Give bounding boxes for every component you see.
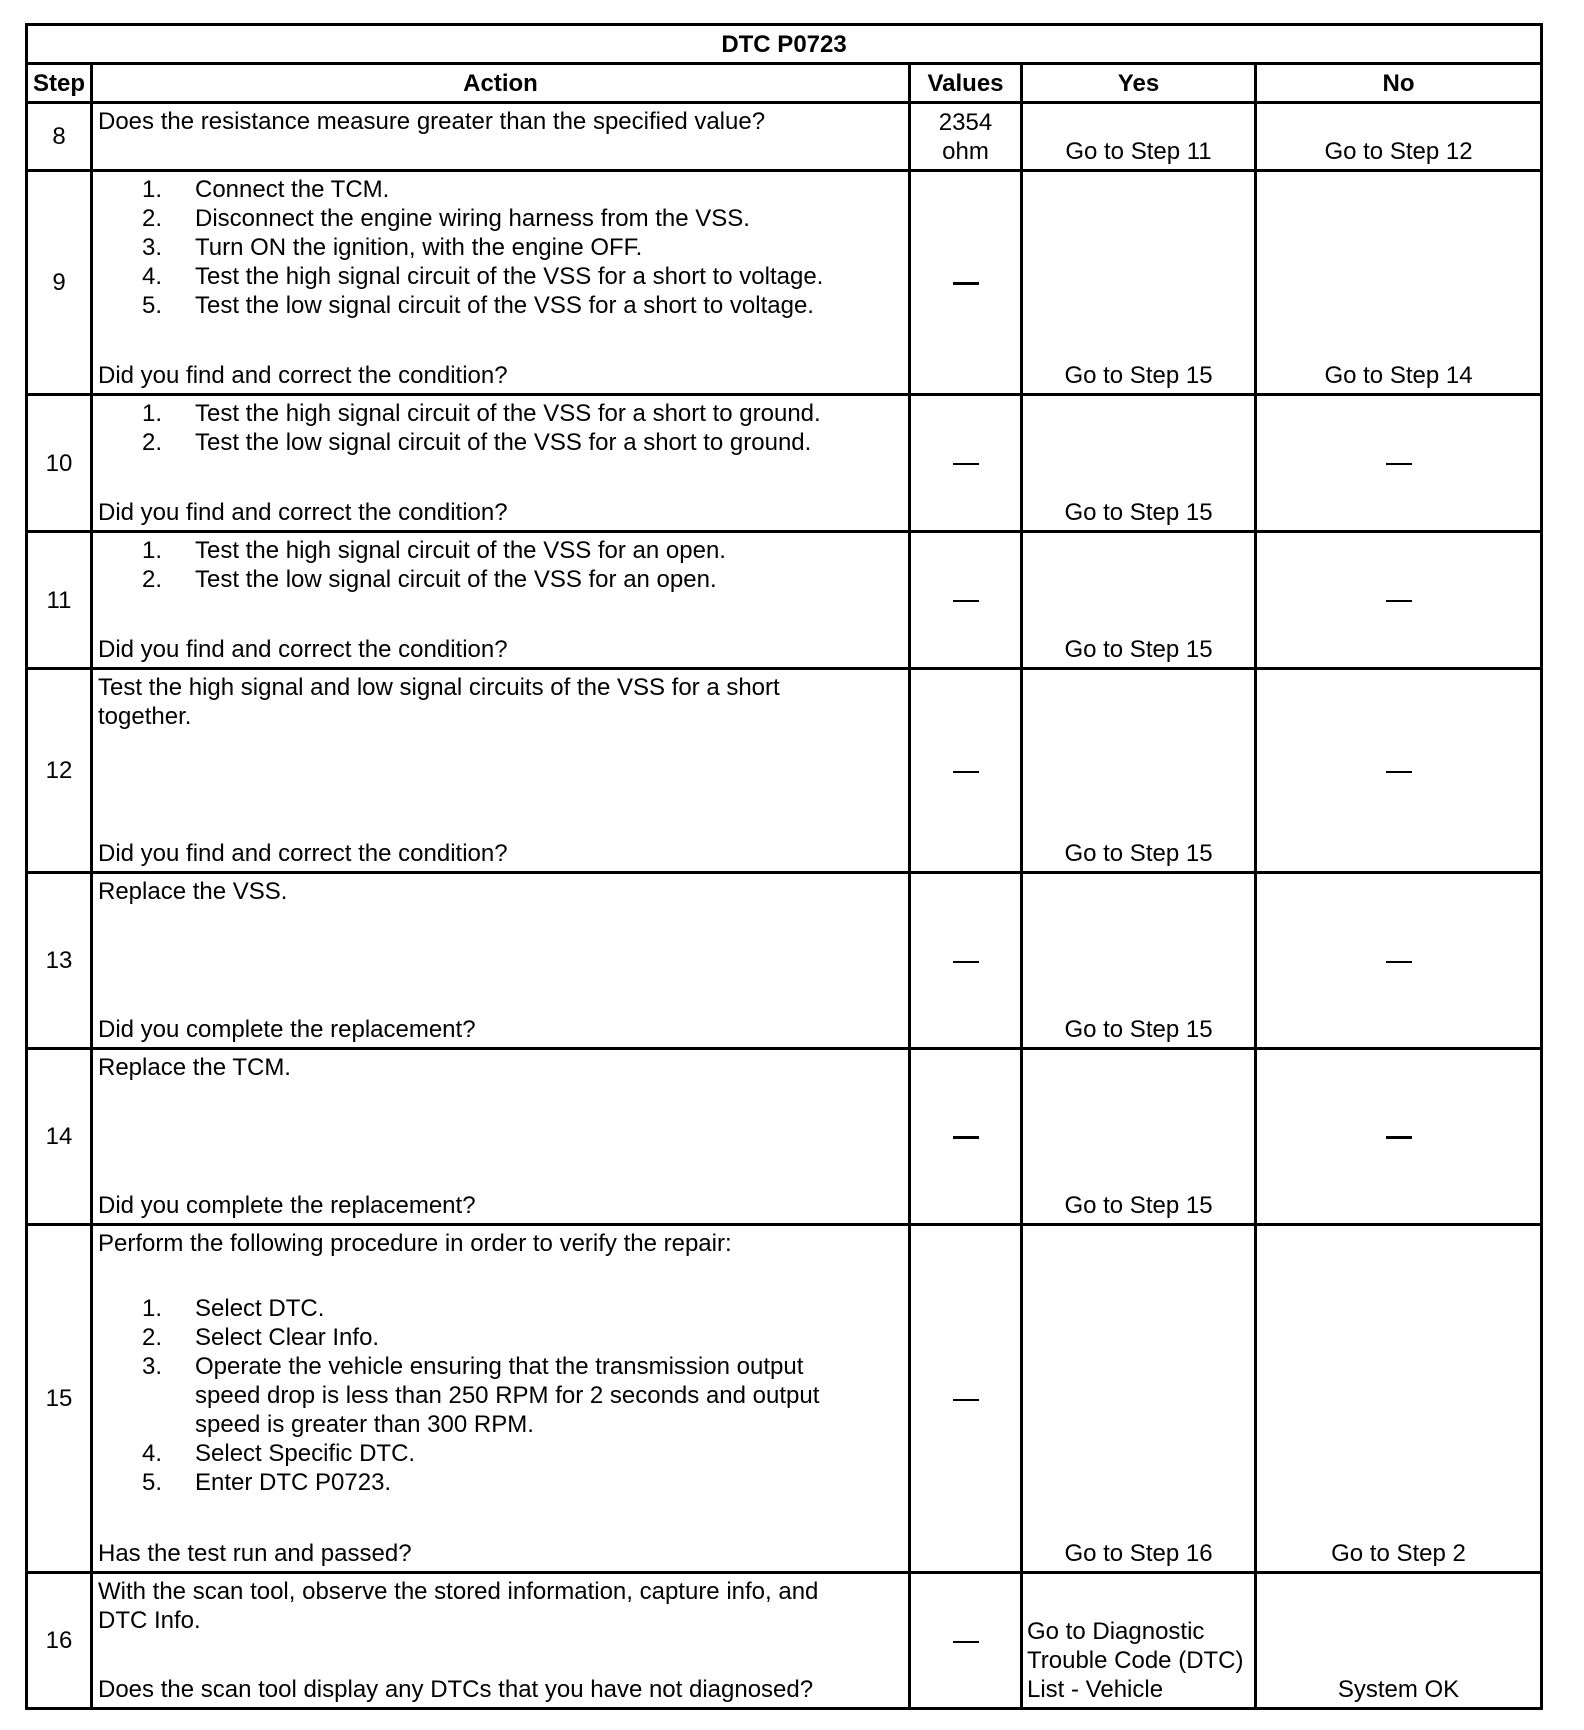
- no-cell: System OK: [1256, 1573, 1542, 1709]
- dash-icon: [1386, 771, 1412, 773]
- action-text: With the scan tool, observe the stored information, capture info, and DTC Info.: [98, 1578, 819, 1634]
- no-cell: Go to Step 12: [1256, 103, 1542, 171]
- procedure-list: [98, 399, 902, 457]
- action-text: Replace the TCM.: [98, 1054, 291, 1081]
- step-number: 16: [27, 1573, 92, 1709]
- action-cell: [92, 532, 910, 669]
- step-number: 14: [27, 1049, 92, 1225]
- no-cell: [1256, 873, 1542, 1049]
- value-unit: ohm: [942, 137, 989, 165]
- table-row-step-11: [27, 532, 1542, 669]
- yes-cell: Go to Step 15: [1022, 171, 1256, 395]
- list-item: 1. Connect the TCM.: [141, 176, 390, 203]
- list-item: 3. Operate the vehicle ensuring that the transmission output speed drop is less than 250 RPM for 2 seconds and output speed is greater than 300 RPM.: [141, 1353, 820, 1438]
- dash-icon: [1386, 600, 1412, 602]
- list-item: 2. Test the low signal circuit of the VSS for a short to ground.: [141, 429, 812, 456]
- yes-cell: Go to Step 15: [1022, 669, 1256, 873]
- list-item: 3. Turn ON the ignition, with the engine OFF.: [141, 234, 643, 261]
- values-cell: [910, 103, 1022, 171]
- values-cell: [910, 532, 1022, 669]
- action-cell: [92, 103, 910, 171]
- action-question: Did you find and correct the condition?: [98, 840, 508, 867]
- dash-icon: [1386, 463, 1412, 465]
- action-cell: [92, 1049, 910, 1225]
- action-text: Replace the VSS.: [98, 878, 288, 905]
- dash-icon: [1386, 961, 1412, 963]
- table-row-step-10: [27, 395, 1542, 532]
- yes-cell: Go to Step 15: [1022, 532, 1256, 669]
- yes-cell: Go to Step 15: [1022, 873, 1256, 1049]
- header-yes: Yes: [1022, 64, 1256, 103]
- list-item: 4. Test the high signal circuit of the VSS for a short to voltage.: [141, 263, 824, 290]
- list-item: 1. Select DTC.: [141, 1295, 325, 1322]
- action-question: Does the scan tool display any DTCs that you have not diagnosed?: [98, 1676, 814, 1703]
- dash-icon: [953, 1136, 979, 1139]
- dtc-table: [25, 23, 1543, 1710]
- list-item: 2. Disconnect the engine wiring harness from the VSS.: [141, 205, 750, 232]
- dash-icon: [953, 463, 979, 465]
- step-number: 12: [27, 669, 92, 873]
- step-number: 13: [27, 873, 92, 1049]
- table-row-step-9: [27, 171, 1542, 395]
- yes-cell: Go to Step 11: [1022, 103, 1256, 171]
- no-cell: [1256, 1049, 1542, 1225]
- header-values: Values: [910, 64, 1022, 103]
- step-number: 15: [27, 1225, 92, 1573]
- list-item: 4. Select Specific DTC.: [141, 1440, 416, 1467]
- action-question: Did you find and correct the condition?: [98, 636, 508, 663]
- action-question: Did you complete the replacement?: [98, 1192, 476, 1219]
- values-cell: [910, 1049, 1022, 1225]
- action-question: Did you complete the replacement?: [98, 1016, 476, 1043]
- step-number: 11: [27, 532, 92, 669]
- dash-icon: [953, 1399, 979, 1401]
- header-step: Step: [27, 64, 92, 103]
- values-cell: [910, 1573, 1022, 1709]
- values-cell: [910, 171, 1022, 395]
- no-cell: [1256, 532, 1542, 669]
- value-number: 2354: [938, 108, 993, 136]
- action-text: Perform the following procedure in order to verify the repair:: [98, 1230, 732, 1257]
- dtc-table-container: [25, 23, 1540, 1710]
- procedure-list: [98, 1294, 902, 1497]
- action-cell: [92, 873, 910, 1049]
- action-text: Test the high signal and low signal circuits of the VSS for a short together.: [98, 674, 780, 730]
- action-cell: [92, 1573, 910, 1709]
- action-cell: [92, 171, 910, 395]
- values-cell: [910, 669, 1022, 873]
- table-row-step-8: [27, 103, 1542, 171]
- dash-icon: [953, 600, 979, 602]
- yes-cell: Go to Step 16: [1022, 1225, 1256, 1573]
- step-number: 9: [27, 171, 92, 395]
- table-row-step-15: [27, 1225, 1542, 1573]
- no-cell: Go to Step 14: [1256, 171, 1542, 395]
- no-cell: [1256, 395, 1542, 532]
- values-cell: [910, 873, 1022, 1049]
- list-item: 5. Test the low signal circuit of the VSS for a short to voltage.: [141, 292, 814, 319]
- table-row-step-13: [27, 873, 1542, 1049]
- header-action: Action: [92, 64, 910, 103]
- procedure-list: [98, 536, 902, 594]
- table-row-step-14: [27, 1049, 1542, 1225]
- no-cell: [1256, 669, 1542, 873]
- list-item: 1. Test the high signal circuit of the VSS for an open.: [141, 537, 726, 564]
- dash-icon: [953, 961, 979, 963]
- yes-cell: Go to Step 15: [1022, 1049, 1256, 1225]
- action-question: Did you find and correct the condition?: [98, 362, 508, 389]
- list-item: 2. Select Clear Info.: [141, 1324, 380, 1351]
- action-question: Did you find and correct the condition?: [98, 499, 508, 526]
- action-cell: [92, 669, 910, 873]
- action-cell: [92, 1225, 910, 1573]
- list-item: 1. Test the high signal circuit of the VSS for a short to ground.: [141, 400, 821, 427]
- dash-icon: [953, 282, 979, 285]
- action-cell: [92, 395, 910, 532]
- header-no: No: [1256, 64, 1542, 103]
- values-cell: [910, 395, 1022, 532]
- no-cell: Go to Step 2: [1256, 1225, 1542, 1573]
- dash-icon: [1386, 1136, 1412, 1139]
- dash-icon: [953, 771, 979, 773]
- list-item: 5. Enter DTC P0723.: [141, 1469, 392, 1496]
- yes-cell: Go to Diagnostic Trouble Code (DTC) List - Vehicle: [1022, 1573, 1256, 1709]
- table-row-step-12: [27, 669, 1542, 873]
- action-question: Has the test run and passed?: [98, 1540, 412, 1567]
- list-item: 2. Test the low signal circuit of the VSS for an open.: [141, 566, 717, 593]
- table-title: DTC P0723: [27, 25, 1542, 64]
- values-cell: [910, 1225, 1022, 1573]
- table-row-step-16: [27, 1573, 1542, 1709]
- action-text: Does the resistance measure greater than the specified value?: [98, 108, 766, 135]
- step-number: 10: [27, 395, 92, 532]
- yes-cell: Go to Step 15: [1022, 395, 1256, 532]
- dash-icon: [953, 1641, 979, 1643]
- step-number: 8: [27, 103, 92, 171]
- procedure-list: [98, 175, 902, 320]
